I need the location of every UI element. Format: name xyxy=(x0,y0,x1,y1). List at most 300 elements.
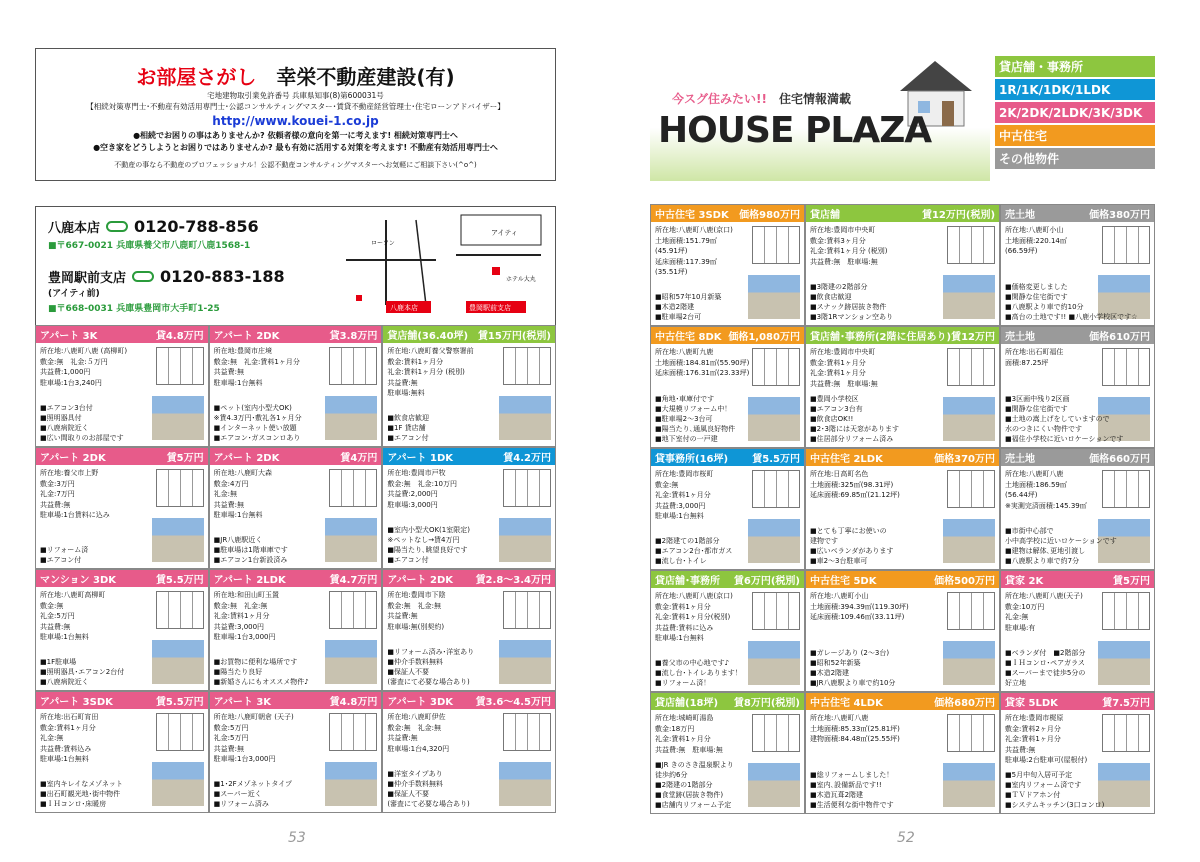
feature-line: ■閑静な住宅街です xyxy=(1005,293,1068,301)
info-line: 所在地:八鹿町八鹿(京口) xyxy=(655,226,733,234)
info-line: 礼金:賃料1ヶ月分 xyxy=(1005,735,1061,743)
feature-line: ■広い間取りのお部屋です xyxy=(40,434,124,442)
info-line: 所在地:豊岡市中央町 xyxy=(809,348,876,356)
feature-line: ■スーパーまで徒歩5分の xyxy=(1005,669,1086,677)
listing-header xyxy=(1001,449,1154,466)
info-line: 所在地:八鹿町八鹿(京口) xyxy=(655,592,733,600)
listing-card[interactable] xyxy=(650,570,805,692)
feature-line: ■5月中旬入居可予定 xyxy=(1005,771,1073,779)
store-sub: (アイティ前) xyxy=(48,289,100,299)
listing-title: 貸事務所(16坪) xyxy=(655,454,729,465)
feature-line: ■八鹿病院近く xyxy=(40,424,89,432)
info-line: 所在地:豊岡市庄境 xyxy=(213,347,273,355)
listing-price: 価格1,080万円 xyxy=(728,332,800,343)
listing-price: 賃12万円(税別) xyxy=(921,210,996,221)
property-photo xyxy=(152,396,204,440)
property-photo xyxy=(499,640,551,684)
info-line: 延床面積:69.85㎡(21.12坪) xyxy=(809,491,900,499)
info-line: 所在地:豊岡市梶原 xyxy=(1005,714,1064,722)
listing-title: アパート 3SDK xyxy=(40,697,113,708)
info-line: 駐車場:1台3,240円 xyxy=(40,378,102,387)
info-line: 敷金:賃料1ヶ月分 xyxy=(655,602,711,611)
property-photo xyxy=(748,519,800,563)
listing-price: 価格500万円 xyxy=(934,576,996,587)
store-box xyxy=(35,206,556,326)
info-line: 共益費:無 xyxy=(213,744,245,753)
feature-line: ■照明器具･エアコン2台付 xyxy=(40,668,125,676)
listing-card[interactable] xyxy=(805,570,1000,692)
feature-line: ■駐車場2台可 xyxy=(655,313,702,321)
listing-title: 中古住宅 8DK xyxy=(655,332,722,343)
feature-line: ■八鹿病院近く xyxy=(40,678,89,686)
floor-plan-image xyxy=(329,713,377,751)
info-line: (45.91坪) xyxy=(655,247,688,255)
floor-plan-image xyxy=(156,469,204,507)
listing-title: 中古住宅 2LDK xyxy=(809,454,883,465)
floor-plan-image xyxy=(156,713,204,751)
info-line: 所在地:八鹿町八鹿 xyxy=(809,714,869,722)
property-photo xyxy=(152,762,204,806)
feature-line: ■3区画中残り2区画 xyxy=(1005,395,1070,403)
feature-line: ■室内キレイなメゾネット xyxy=(40,780,123,788)
floor-plan-image xyxy=(156,591,204,629)
store-name: 豊岡駅前支店 xyxy=(48,271,127,286)
listing-header xyxy=(383,448,555,465)
info-line: (35.51坪) xyxy=(655,268,688,276)
store-honten xyxy=(48,217,259,251)
feature-line: ■ベランダ付 ■2階部分 xyxy=(1005,649,1086,657)
info-line: 駐車場:1台無料 xyxy=(40,633,89,641)
listing-title: アパート 2DK xyxy=(387,575,454,586)
listing-header xyxy=(210,326,382,343)
listing-card[interactable] xyxy=(650,326,805,448)
feature-line: ■飲食店歓迎 xyxy=(809,293,852,301)
listing-price: 賃4.8万円 xyxy=(329,697,378,708)
feature-line: ■住居部分リフォーム済み xyxy=(809,435,894,443)
feature-line: ■駐車場は1階車庫です xyxy=(213,546,288,554)
info-line: 所在地:豊岡市桜町 xyxy=(655,470,714,478)
feature-line: ■2階建の1階部分 xyxy=(655,781,713,789)
info-line: 敷金:3万円 xyxy=(40,479,75,488)
listing-title: アパート 3K xyxy=(213,697,272,708)
floor-plan-image xyxy=(752,348,800,386)
feature-line: ■仲介手数料無料 xyxy=(387,658,443,666)
listing-body xyxy=(1001,344,1154,447)
catch-line-2: 住宅情報満載 xyxy=(778,92,851,106)
info-line: 駐車場:有 xyxy=(1005,623,1036,632)
info-line: 共益費:無 xyxy=(387,612,418,620)
listing-price: 賃2.8〜3.4万円 xyxy=(475,575,551,586)
listing-title: アパート 1DK xyxy=(387,453,454,464)
listing-header xyxy=(383,326,555,343)
floor-plan-image xyxy=(752,714,800,752)
category-index xyxy=(995,56,1155,171)
info-line: 土地面積:184.81㎡(55.90坪) xyxy=(655,358,750,367)
info-line: 共益費:3,000円 xyxy=(655,501,706,510)
listing-features xyxy=(1005,394,1123,444)
listing-header xyxy=(806,693,999,710)
listing-card[interactable] xyxy=(805,448,1000,570)
listing-features xyxy=(810,282,893,322)
feature-line: ■閑静な住宅街です xyxy=(1005,405,1068,413)
map-hotel: ホテル大丸 xyxy=(506,276,536,283)
info-line: 敷金:無 xyxy=(40,601,64,610)
listing-features xyxy=(387,525,470,565)
property-photo xyxy=(499,518,551,562)
floor-plan-image xyxy=(1102,714,1150,752)
listing-body xyxy=(1001,588,1154,691)
floor-plan-image xyxy=(329,347,377,385)
listing-card[interactable] xyxy=(382,691,556,813)
feature-line: ■洋室タイプあり xyxy=(387,770,443,778)
listing-card[interactable] xyxy=(382,447,556,569)
listing-header xyxy=(210,692,382,709)
info-line: 敷金:無 礼金:無 xyxy=(213,601,268,610)
info-line: 共益費:無 xyxy=(387,734,418,742)
feature-line: ■陽当たり､通風良好物件 xyxy=(655,425,736,433)
feature-line: ■地下室付の一戸建 xyxy=(655,435,718,443)
property-photo xyxy=(325,762,377,806)
message-1: ●相続でお困りの事はありませんか? 依頼者様の意向を第一に考えます! 相続対策専門士へ xyxy=(133,131,458,140)
listing-title: 中古住宅 5DK xyxy=(809,576,877,587)
feature-line: 徒歩約6分 xyxy=(655,771,688,779)
feature-line: ■八鹿駅より車で約10分 xyxy=(1005,303,1084,311)
property-photo xyxy=(943,519,995,563)
feature-line: ■ＩＨコンロ･床暖房 xyxy=(40,800,107,808)
property-photo xyxy=(325,518,377,562)
feature-line: ■流し台･トイレあります！ xyxy=(655,669,742,677)
info-line: 敷金:無 礼金:無 xyxy=(387,601,442,610)
info-line: 所在地:八鹿町八鹿(天子) xyxy=(1005,592,1083,600)
info-line: 駐車場:3,000円 xyxy=(387,500,438,509)
floor-plan-image xyxy=(1102,470,1150,508)
feature-line: ■エアコン1台新設済み xyxy=(213,556,288,564)
listing-body xyxy=(651,222,804,325)
listing-card[interactable] xyxy=(35,325,209,447)
listing-features xyxy=(40,545,88,565)
listing-features xyxy=(1005,648,1085,688)
listing-card[interactable] xyxy=(650,448,805,570)
listing-body xyxy=(36,465,208,568)
feature-line: ■インターネット使い放題 xyxy=(213,424,297,432)
info-line: 所在地:八鹿町大森 xyxy=(213,469,273,477)
floor-plan-image xyxy=(947,714,995,752)
listing-card[interactable] xyxy=(1000,692,1155,814)
info-line: 共益費:無 xyxy=(40,622,71,631)
listing-body xyxy=(806,222,999,325)
listing-card[interactable] xyxy=(209,325,383,447)
listing-price: 賃8万円(税別) xyxy=(733,698,800,709)
feature-line: 好立地 xyxy=(1005,679,1027,687)
info-line: 延床面積:176.31㎡(23.33坪) xyxy=(655,369,750,377)
property-photo xyxy=(499,396,551,440)
feature-line: ■2階建ての1階部分 xyxy=(655,537,720,545)
listing-features xyxy=(40,657,124,687)
category-0[interactable]: 貸店舗・事務所 xyxy=(995,56,1155,77)
listing-features xyxy=(655,394,735,444)
listing-price: 賃5万円 xyxy=(1113,576,1150,587)
feature-line: ■食堂跡(居抜き物件) xyxy=(655,791,724,799)
feature-line: ■木造瓦葺2階建 xyxy=(809,791,864,799)
feature-line: ■リフォーム済み･洋室あり xyxy=(387,648,475,656)
info-line: 共益費:無 駐車場:無 xyxy=(809,257,878,266)
info-line: 敷金:賃料3ヶ月分 xyxy=(809,236,866,245)
listing-card[interactable] xyxy=(209,691,383,813)
info-line: 礼金:賃料1ヶ月分 xyxy=(809,369,866,377)
website-link[interactable]: http://www.kouei-1.co.jp xyxy=(212,114,379,128)
feature-line: ■お買物に便利な場所です xyxy=(213,658,298,666)
info-line: 敷金:5万円 xyxy=(213,723,249,732)
listing-body xyxy=(383,709,555,812)
listing-features xyxy=(387,413,429,443)
info-line: 駐車場:1台4,320円 xyxy=(387,744,450,753)
listing-body xyxy=(383,343,555,446)
listing-body xyxy=(806,588,999,691)
info-line: 礼金:賃料1ヶ月分(税別) xyxy=(655,613,731,621)
info-line: 礼金:賃料1ヶ月分 (税別) xyxy=(809,247,888,255)
listing-header xyxy=(806,327,999,344)
ad-title-company: 幸栄不動産建設(有) xyxy=(276,65,455,89)
floor-plan-image xyxy=(947,470,995,508)
listing-card[interactable] xyxy=(382,569,556,691)
listing-card[interactable] xyxy=(35,691,209,813)
category-1[interactable]: 1R/1K/1DK/1LDK xyxy=(995,79,1155,100)
property-photo xyxy=(325,396,377,440)
feature-line: ■昭和57年10月新築 xyxy=(655,293,722,301)
listing-features xyxy=(387,647,474,687)
listing-card[interactable] xyxy=(1000,570,1155,692)
info-line: 土地面積:151.79㎡ xyxy=(655,236,717,245)
floor-plan-image xyxy=(947,592,995,630)
property-photo xyxy=(499,762,551,806)
floor-plan-image xyxy=(752,226,800,264)
listing-price: 価格380万円 xyxy=(1089,210,1150,221)
feature-line: ■飲食店歓迎 xyxy=(387,414,429,422)
floor-plan-image xyxy=(752,470,800,508)
listing-header xyxy=(1001,693,1154,710)
feature-line: ■室内小型犬OK(1室限定) xyxy=(387,526,470,534)
listing-header xyxy=(36,692,208,709)
property-photo xyxy=(943,763,995,807)
feature-line: ■昭和52年新築 xyxy=(809,659,861,667)
info-line: 駐車場:1台無料 xyxy=(655,634,704,642)
info-line: 共益費:2,000円 xyxy=(387,490,438,498)
listing-card[interactable] xyxy=(382,325,556,447)
feature-line: ■1F 貸店舗 xyxy=(387,424,426,432)
listing-price: 賃12万円 xyxy=(951,332,996,343)
listing-card[interactable] xyxy=(1000,448,1155,570)
feature-line: ■エアコン3台付 xyxy=(40,404,93,412)
info-line: 所在地:養父市上野 xyxy=(40,469,99,477)
feature-line: ■仲介手数料無料 xyxy=(387,780,443,788)
listing-price: 貸4.8万円 xyxy=(155,331,204,342)
listing-price: 価格980万円 xyxy=(739,210,800,221)
listing-title: アパート 2DK xyxy=(40,453,106,464)
listing-features xyxy=(1005,282,1137,322)
listing-card[interactable] xyxy=(209,569,383,691)
listing-price: 貸3.8万円 xyxy=(329,331,378,342)
feature-line: 水のつきにくい物件です xyxy=(1005,425,1083,433)
category-2[interactable]: 2K/2DK/2LDK/3K/3DK xyxy=(995,102,1155,123)
listing-header xyxy=(1001,327,1154,344)
info-line: 敷金:無 礼金:10万円 xyxy=(387,479,457,488)
house-plaza-logo xyxy=(650,48,1155,181)
feature-line: ■生活便利な街中物件です xyxy=(809,801,894,809)
listing-title: 貸家 5LDK xyxy=(1005,698,1058,709)
listing-features xyxy=(655,658,742,688)
info-line: 礼金:無 xyxy=(213,490,238,498)
listing-price: 価格610万円 xyxy=(1089,332,1150,343)
feature-line: ※ペットなし→賃4万円 xyxy=(387,536,460,544)
feature-line: ■新婚さんにもオススメ物件♪ xyxy=(213,678,309,686)
feature-line: ■JR八鹿駅より車で約10分 xyxy=(809,679,896,687)
listing-body xyxy=(806,710,999,813)
feature-line: ■木造2階建 xyxy=(809,669,850,677)
feature-line: ■ペット(室内小型犬OK) xyxy=(213,404,292,412)
feature-line: ■1･2Fメゾネットタイプ xyxy=(213,780,293,788)
floor-plan-image xyxy=(1102,592,1150,630)
info-line: 所在地:八鹿町八鹿 (高柳町) xyxy=(40,347,128,355)
listing-header xyxy=(36,326,208,343)
right-listings-grid xyxy=(650,204,1155,814)
feature-line: ■ＩＨコンロ･ペアガラス xyxy=(1005,659,1085,667)
message-2: ●空き家をどうしようとお困りではありませんか? 最も有効に活用する対策を考えます! 不動産有効活用専門士へ xyxy=(93,143,498,152)
listing-price: 賃5万円 xyxy=(166,453,204,464)
feature-line: ■総リフォームしました！ xyxy=(809,771,894,779)
info-line: 共益費:3,000円 xyxy=(213,622,265,631)
ad-title xyxy=(36,61,555,90)
listing-header xyxy=(806,571,999,588)
info-line: 礼金:5万円 xyxy=(213,734,249,742)
floor-plan-image xyxy=(947,348,995,386)
listing-title: 中古住宅 3SDK xyxy=(655,210,729,221)
feature-line: ■車2〜3台駐車可 xyxy=(809,557,868,565)
info-line: 所在地:八鹿町小山 xyxy=(809,592,869,600)
listing-card[interactable] xyxy=(805,326,1000,448)
floor-plan-image xyxy=(503,469,551,507)
listing-title: アパート 2DK xyxy=(213,331,280,342)
feature-line: ■八鹿駅より車で約7分 xyxy=(1005,557,1080,565)
feature-line: ■3階建の2階部分 xyxy=(809,283,868,291)
ad-note: 不動産の事なら不動産のプロフェッショナル！公認不動産コンサルティングマスターへお気軽にご相談下さい(^o^) xyxy=(114,161,477,169)
listing-features xyxy=(655,760,734,810)
listing-features xyxy=(214,657,309,687)
info-line: 土地面積:220.14㎡ xyxy=(1005,236,1067,245)
listing-card[interactable] xyxy=(650,204,805,326)
feature-line: ■福住小学校に近いロケーションです xyxy=(1005,435,1124,443)
logo-catch xyxy=(672,90,851,107)
listing-body xyxy=(651,466,804,569)
listing-card[interactable] xyxy=(650,692,805,814)
listing-card[interactable] xyxy=(1000,204,1155,326)
info-line: 所在地:八鹿町高柳町 xyxy=(40,591,106,599)
listing-price: 賃4万円 xyxy=(340,453,378,464)
listing-card[interactable] xyxy=(209,447,383,569)
listing-card[interactable] xyxy=(1000,326,1155,448)
listing-price: 価格370万円 xyxy=(934,454,996,465)
feature-line: ■ＴＶドアホン付 xyxy=(1005,791,1061,799)
info-line: 共益費:無 xyxy=(213,368,245,376)
listing-title: アパート 2LDK xyxy=(213,575,286,586)
listing-card[interactable] xyxy=(35,569,209,691)
info-line: 建物面積:84.48㎡(25.55坪) xyxy=(809,735,900,743)
floor-plan-image xyxy=(1102,348,1150,386)
listing-body xyxy=(806,344,999,447)
freedial-icon xyxy=(106,221,128,232)
feature-line: ■1F駐車場 xyxy=(40,658,77,666)
listing-body xyxy=(36,587,208,690)
listing-body xyxy=(36,709,208,812)
info-line: 共益費:賃料に込み xyxy=(655,623,714,632)
info-line: 面積:87.25坪 xyxy=(1005,358,1049,367)
feature-line: 小中高学校に近いロケーションです xyxy=(1005,537,1117,545)
info-line: 所在地:豊岡市下陰 xyxy=(387,591,446,599)
listing-header xyxy=(651,327,804,344)
feature-line: ■出石町観光地･街中物件 xyxy=(40,790,121,798)
category-3[interactable]: 中古住宅 xyxy=(995,125,1155,146)
property-photo xyxy=(152,518,204,562)
store-phone[interactable]: 0120-883-188 xyxy=(160,267,285,286)
info-line: 敷金:無 礼金:無 xyxy=(387,723,442,732)
listing-title: 貸店舗(36.40坪) xyxy=(387,331,469,342)
listing-features xyxy=(810,770,894,810)
listing-body xyxy=(210,343,382,446)
feature-line: ■ガレージあり (2〜3台) xyxy=(809,649,890,657)
feature-line: ■角地･車庫付です xyxy=(655,395,715,403)
feature-line: ■リフォーム済 xyxy=(40,546,89,554)
feature-line: ■リフォーム済み xyxy=(213,800,269,808)
listing-price: 賃4.2万円 xyxy=(503,453,551,464)
info-line: 敷金:10万円 xyxy=(1005,602,1045,611)
store-name: 八鹿本店 xyxy=(48,221,101,236)
property-photo xyxy=(748,397,800,441)
listing-header xyxy=(210,570,382,587)
listing-price: 賃15万円(税別) xyxy=(477,331,551,342)
listing-title: 売土地 xyxy=(1005,332,1036,343)
category-4[interactable]: その他物件 xyxy=(995,148,1155,169)
floor-plan-image xyxy=(329,591,377,629)
listing-header xyxy=(36,448,208,465)
store-phone[interactable]: 0120-788-856 xyxy=(134,217,259,236)
floor-plan-image xyxy=(156,347,204,385)
feature-line: ■高台の土地です!! ■八鹿小学校区です☆ xyxy=(1005,313,1138,321)
listing-header xyxy=(651,205,804,222)
listing-card[interactable] xyxy=(35,447,209,569)
property-photo xyxy=(1098,763,1150,807)
info-line: 礼金:賃料1ヶ月分 (税別) xyxy=(387,368,465,376)
info-line: 土地面積:186.59㎡ xyxy=(1005,480,1067,489)
feature-line: ■3階1Rマンション空あり xyxy=(809,313,894,321)
listing-card[interactable] xyxy=(805,692,1000,814)
info-line: 所在地:豊岡市中央町 xyxy=(809,226,876,234)
feature-line: ■建物は解体､更地引渡し xyxy=(1005,547,1086,555)
listing-card[interactable] xyxy=(805,204,1000,326)
feature-line: (審査にて必要な場合あり) xyxy=(387,678,470,686)
map-label-toyooka: 豊岡駅前支店 xyxy=(469,304,511,312)
feature-line: ■流し台･トイレ xyxy=(655,557,707,565)
info-line: 共益費:無 xyxy=(40,500,71,509)
ad-title-red: お部屋さがし xyxy=(136,65,257,89)
store-toyooka xyxy=(48,267,285,314)
info-line: 共益費:無 xyxy=(1005,745,1036,754)
info-line: 所在地:出石町福住 xyxy=(1005,348,1064,356)
feature-line: ■保証人不要 xyxy=(387,668,429,676)
feature-line: ■価格変更しました xyxy=(1005,283,1068,291)
property-photo xyxy=(748,275,800,319)
property-photo xyxy=(325,640,377,684)
listing-title: アパート 2DK xyxy=(213,453,280,464)
listing-body xyxy=(383,465,555,568)
